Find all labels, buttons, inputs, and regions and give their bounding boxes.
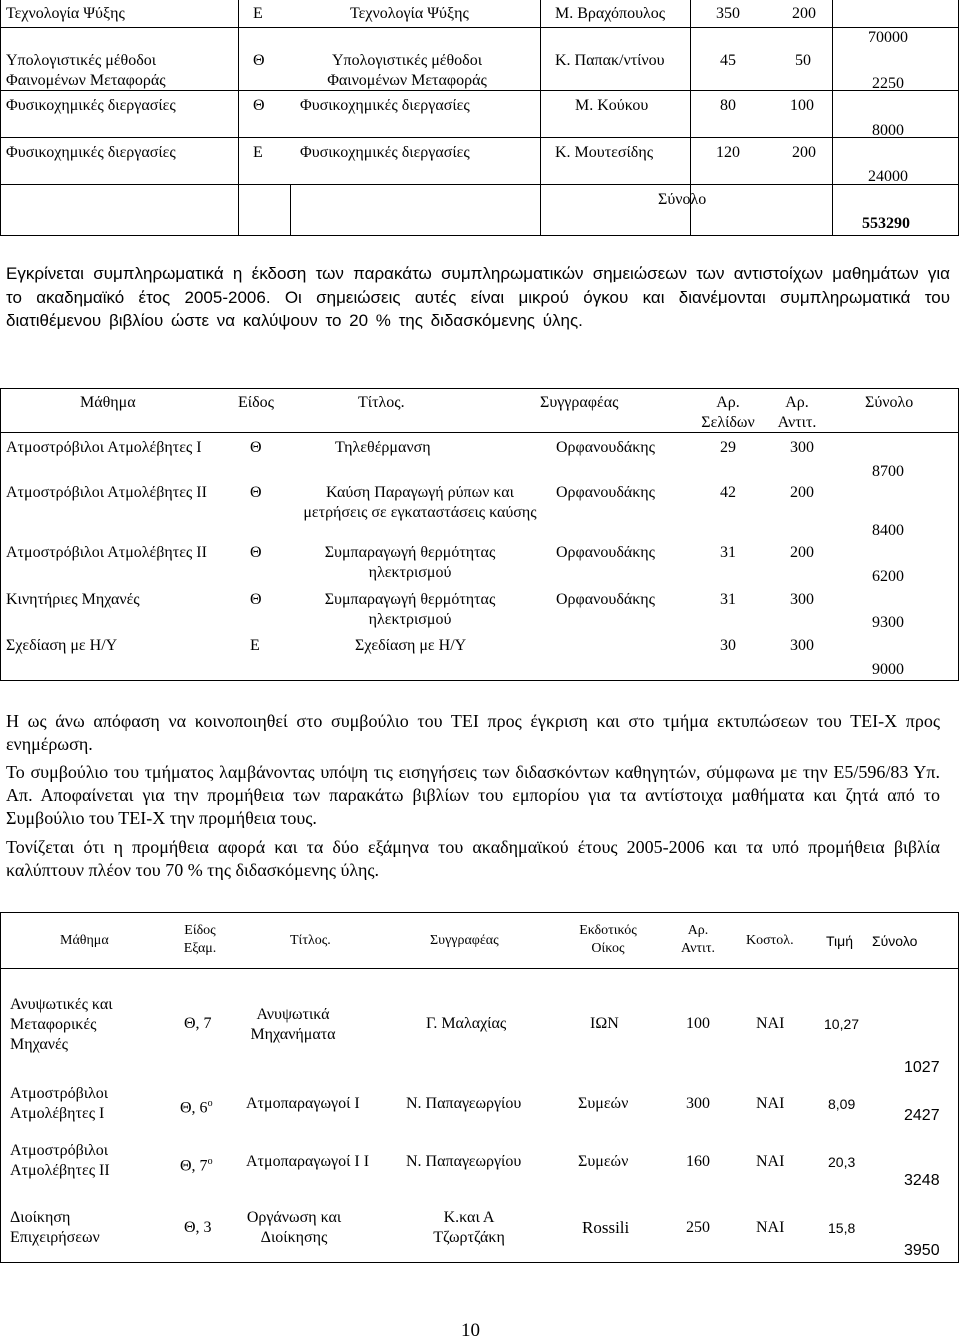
header-pages: Αρ. Σελίδων (701, 394, 755, 431)
price-cell: 8,09 (828, 1096, 856, 1112)
emphasis-paragraph: Τονίζεται ότι η προμήθεια αφορά και τα δύο εξάμηνα του ακαδημαϊκού έτους 2005-2006 και τα υπό προμήθεια βιβλία καλύπτουν πλέον του 70 % της διδασκόμενης ύλης. (6, 837, 940, 880)
type-cell: Ε (253, 5, 263, 22)
title-cell: Τηλεθέρμανση (335, 439, 431, 456)
copies-cell: 200 (792, 144, 816, 161)
cost-cell: ΝΑΙ (756, 1095, 785, 1112)
type-cell: Θ (250, 439, 262, 456)
total-cell: 8000 (872, 122, 904, 139)
pages-cell: 29 (720, 439, 736, 456)
sum-value: 553290 (862, 215, 910, 232)
copies-cell: 200 (792, 5, 816, 22)
author-cell: Ορφανουδάκης (556, 591, 655, 608)
price-cell: 20,3 (828, 1154, 856, 1170)
publisher-cell: Rossili (582, 1218, 630, 1237)
pages-cell: 42 (720, 484, 736, 501)
header-author: Συγγραφέας (540, 394, 619, 411)
pages-cell: 350 (716, 5, 740, 22)
course-cell: Ατμοστρόβιλοι Ατμολέβητες ΙΙ (6, 544, 207, 561)
sum-label: Σύνολο (658, 191, 707, 208)
pages-cell: 31 (720, 544, 736, 561)
type-cell: Θ (250, 544, 262, 561)
publisher-cell: Συμεών (578, 1095, 629, 1112)
copies-cell: 300 (686, 1095, 710, 1112)
type-cell: Θ (250, 484, 262, 501)
pages-cell: 120 (716, 144, 740, 161)
author-cell: Ορφανουδάκης (556, 544, 655, 561)
course-cell: Υπολογιστικές μέθοδοι Φαινομένων Μεταφοράς (6, 52, 166, 89)
author-cell: Ορφανουδάκης (556, 484, 655, 501)
title-cell: Τεχνολογία Ψύξης (350, 5, 469, 22)
copies-cell: 100 (790, 97, 814, 114)
copies-cell: 100 (686, 1015, 710, 1032)
publisher-cell: Συμεών (578, 1153, 629, 1170)
total-cell: 24000 (868, 168, 908, 185)
total-cell: 1027 (904, 1059, 940, 1076)
title-cell: Συμπαραγωγή θερμότητας ηλεκτρισμού (324, 591, 496, 628)
type-cell: Θ, $6^o$ (180, 1098, 213, 1117)
header-course: Μάθημα (60, 933, 109, 948)
title-cell: Συμπαραγωγή θερμότητας ηλεκτρισμού (324, 544, 496, 581)
type-cell: Ε (253, 144, 263, 161)
total-cell: 9000 (872, 661, 904, 678)
total-cell: 3950 (904, 1242, 940, 1259)
pages-cell: 80 (720, 97, 736, 114)
total-cell: 3248 (904, 1172, 940, 1189)
author-cell: Κ. Παπακ/ντίνου (555, 52, 665, 69)
header-title: Τίτλος. (358, 394, 405, 411)
title-cell: Καύση Παραγωγή ρύπων και μετρήσεις σε εγκαταστάσεις καύσης (303, 484, 537, 521)
title-cell: Υπολογιστικές μέθοδοι Φαινομένων Μεταφοράς (327, 52, 487, 89)
pages-cell: 45 (720, 52, 736, 69)
header-publisher: Εκδοτικός Οίκος (579, 923, 637, 956)
publisher-cell: ΙΩΝ (590, 1015, 619, 1032)
header-author: Συγγραφέας (430, 933, 499, 948)
title-cell: Φυσικοχημικές διεργασίες (300, 97, 470, 114)
cost-cell: ΝΑΙ (756, 1219, 785, 1236)
type-cell: Θ (250, 591, 262, 608)
header-copies: Αρ. Αντιτ. (777, 394, 817, 431)
author-cell: Κ.και Α Τζωρτζάκη (433, 1209, 505, 1246)
title-cell: Ανυψωτικά Μηχανήματα (250, 1006, 336, 1043)
copies-cell: 300 (790, 591, 814, 608)
copies-cell: 160 (686, 1153, 710, 1170)
total-cell: 6200 (872, 568, 904, 585)
type-cell: Ε (250, 637, 260, 654)
author-cell: Γ. Μαλαχίας (426, 1015, 507, 1032)
page-number: 10 (461, 1320, 480, 1341)
type-cell: Θ (253, 97, 265, 114)
course-cell: Ανυψωτικές και Μεταφορικές Μηχανές (10, 996, 113, 1053)
course-cell: Κινητήριες Μηχανές (6, 591, 140, 608)
header-course: Μάθημα (80, 394, 136, 411)
copies-cell: 50 (795, 52, 811, 69)
author-cell: Μ. Βραχόπουλος (555, 5, 666, 22)
course-cell: Σχεδίαση με Η/Υ (6, 637, 118, 654)
title-cell: Οργάνωση και Διοίκησης (246, 1209, 342, 1246)
header-total: Σύνολο (865, 394, 914, 411)
header-cost: Κοστολ. (746, 933, 794, 948)
header-title: Τίτλος. (290, 933, 331, 948)
title-cell: Σχεδίαση με Η/Υ (355, 637, 467, 654)
course-cell: Ατμοστρόβιλοι Ατμολέβητες Ι (10, 1085, 109, 1122)
header-type: Είδος (238, 394, 274, 411)
course-cell: Διοίκηση Επιχειρήσεων (10, 1209, 100, 1246)
cost-cell: ΝΑΙ (756, 1153, 785, 1170)
type-cell: Θ, 7 (184, 1015, 212, 1032)
course-cell: Φυσικοχημικές διεργασίες (6, 97, 176, 114)
council-paragraph: Το συμβούλιο του τμήματος λαμβάνοντας υπόψη τις εισηγήσεις των διδασκόντων καθηγητών, σύμφωνα με την Ε5/596/83 Υπ. Απ. Αποφαίνεται για την προμήθεια των παρακάτω βιβλίων του εμπορίου για τα αντίστοιχα μαθήματα και ζητά από το Συμβούλιο του ΤΕΙ-Χ την προμήθεια τους. (6, 762, 940, 828)
author-cell: Ορφανουδάκης (556, 439, 655, 456)
title-cell: Ατμοπαραγωγοί Ι Ι (246, 1153, 370, 1170)
course-cell: Ατμοστρόβιλοι Ατμολέβητες Ι (6, 439, 202, 456)
pages-cell: 31 (720, 591, 736, 608)
price-cell: 15,8 (828, 1220, 856, 1236)
course-cell: Τεχνολογία Ψύξης (6, 5, 125, 22)
total-cell: 9300 (872, 614, 904, 631)
total-cell: 8400 (872, 522, 904, 539)
total-cell: 2250 (872, 75, 904, 92)
author-cell: Ν. Παπαγεωργίου (406, 1095, 522, 1112)
price-cell: 10,27 (824, 1016, 860, 1032)
title-cell: Φυσικοχημικές διεργασίες (300, 144, 470, 161)
total-cell: 2427 (904, 1107, 940, 1124)
title-cell: Ατμοπαραγωγοί Ι (246, 1095, 360, 1112)
copies-cell: 200 (790, 544, 814, 561)
course-cell: Φυσικοχημικές διεργασίες (6, 144, 176, 161)
copies-cell: 250 (686, 1219, 710, 1236)
course-cell: Ατμοστρόβιλοι Ατμολέβητες ΙΙ (6, 484, 207, 501)
cost-cell: ΝΑΙ (756, 1015, 785, 1032)
header-total: Σύνολο (872, 933, 918, 949)
type-cell: Θ, $7^o$ (180, 1156, 213, 1175)
header-copies: Αρ. Αντιτ. (681, 923, 715, 956)
type-cell: Θ, 3 (184, 1219, 212, 1236)
author-cell: Μ. Κούκου (575, 97, 649, 114)
copies-cell: 300 (790, 637, 814, 654)
copies-cell: 300 (790, 439, 814, 456)
type-cell: Θ (253, 52, 265, 69)
author-cell: Ν. Παπαγεωργίου (406, 1153, 522, 1170)
approval-paragraph: Εγκρίνεται συμπληρωματικά η έκδοση των παρακάτω συμπληρωματικών σημειώσεων των αντιστοίχων μαθημάτων για το ακαδημαϊκό έτος 2005-2006. Οι σημειώσεις αυτές είναι μικρού όγκου και διανέμονται συμπληρωματικά του διατιθέμενου βιβλίου ώστε να καλύψουν το 20 % της διδασκόμενης ύλης. (6, 264, 950, 330)
copies-cell: 200 (790, 484, 814, 501)
header-type: Είδος Εξαμ. (183, 923, 217, 956)
total-cell: 70000 (868, 29, 908, 46)
pages-cell: 30 (720, 637, 736, 654)
total-cell: 8700 (872, 463, 904, 480)
author-cell: Κ. Μουτεσίδης (555, 144, 654, 161)
header-price: Τιμή (826, 933, 853, 949)
notification-paragraph: Η ως άνω απόφαση να κοινοποιηθεί στο συμβούλιο του ΤΕΙ προς έγκριση και στο τμήμα εκτυπώσεων του ΤΕΙ-Χ προς ενημέρωση. (6, 711, 940, 754)
course-cell: Ατμοστρόβιλοι Ατμολέβητες ΙΙ (10, 1142, 110, 1179)
